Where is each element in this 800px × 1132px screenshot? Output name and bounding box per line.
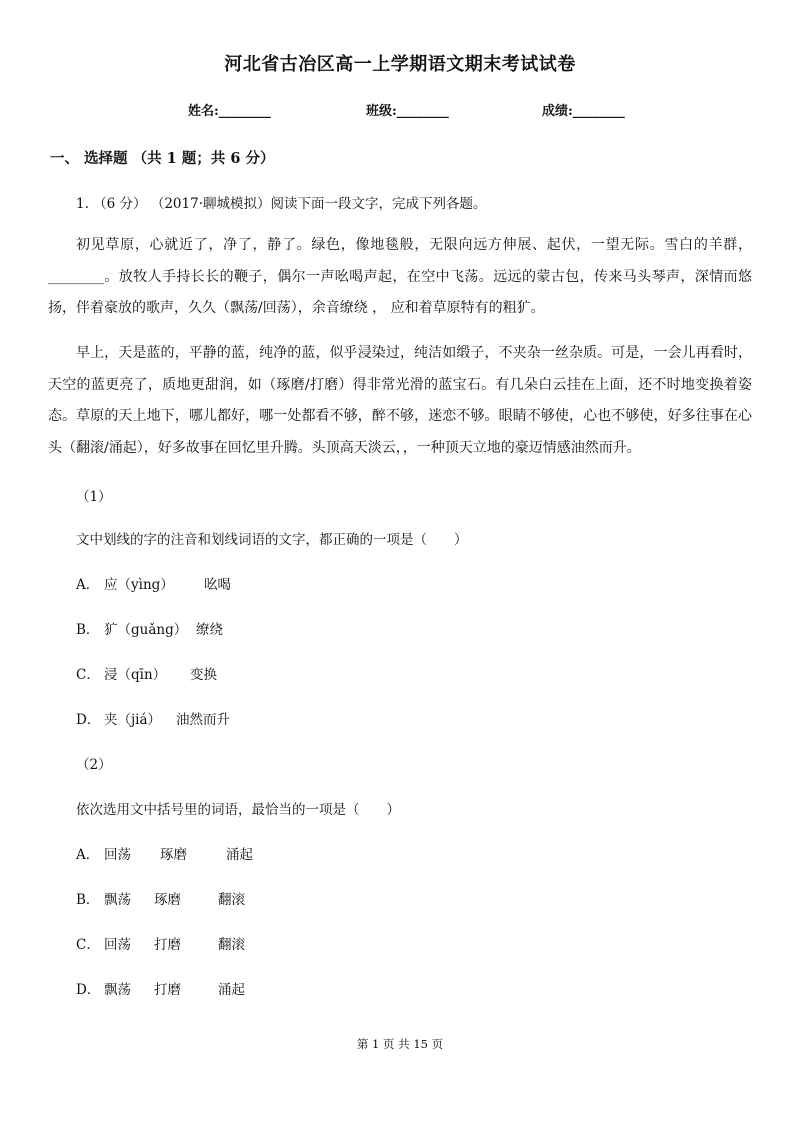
option-word-3: 翻滚 xyxy=(218,937,245,953)
option-item[interactable] xyxy=(76,933,245,953)
student-info-row xyxy=(0,100,800,120)
passage-text-2: 早上，天是蓝的，平静的蓝，纯净的蓝，似乎浸染过，纯洁如缎子，不夹杂一丝杂质。可是，一会儿再看时，天空的蓝更亮了，质地更甜润，如（琢磨/打磨）得非常光滑的蓝宝石。有几朵白云挂在上面，还不时地变换着姿态。草原的天上地下，哪儿都好，哪一处都看不够，醉不够，迷恋不够。眼睛不够使，心也不够使，好多往事在心头（翻滚/涌起），好多故事在回忆里升腾。头顶高天淡云，，一种顶天立地的豪迈情感油然而升。 xyxy=(48,345,752,456)
option-word: 吆喝 xyxy=(204,577,231,593)
option-word: 油然而升 xyxy=(176,712,230,728)
option-letter: D． xyxy=(76,982,101,998)
option-item[interactable] xyxy=(76,663,217,683)
option-item[interactable] xyxy=(76,708,230,728)
option-letter: B． xyxy=(76,622,100,638)
option-pinyin: 应（yìng） xyxy=(104,577,174,593)
option-word-1: 回荡 xyxy=(104,937,131,953)
option-letter: A． xyxy=(76,847,100,863)
score-field: 成绩:________ xyxy=(542,104,625,119)
subquestion-1-stem: 文中划线的字的注音和划线词语的文字，都正确的一项是（ ） xyxy=(76,532,468,548)
name-field: 姓名:________ xyxy=(188,104,271,119)
option-word-1: 飘荡 xyxy=(104,892,131,908)
option-word-3: 涌起 xyxy=(226,847,253,863)
option-pinyin: 犷（guǎng） xyxy=(104,622,188,638)
option-word: 变换 xyxy=(190,667,217,683)
class-field: 班级:________ xyxy=(366,104,449,119)
option-word-2: 琢磨 xyxy=(154,892,181,908)
passage-paragraph-2 xyxy=(48,338,752,464)
subquestion-2-number: （2） xyxy=(76,757,112,773)
option-word-3: 涌起 xyxy=(218,982,245,998)
option-pinyin: 浸（qīn） xyxy=(104,667,167,683)
option-letter: D． xyxy=(76,712,101,728)
option-word-2: 琢磨 xyxy=(160,847,187,863)
option-item[interactable] xyxy=(76,978,245,998)
option-word-1: 飘荡 xyxy=(104,982,131,998)
option-item[interactable] xyxy=(76,843,253,863)
option-word-1: 回荡 xyxy=(104,847,131,863)
option-letter: B． xyxy=(76,892,100,908)
option-item[interactable] xyxy=(76,573,231,593)
passage-text-1: 初见草原，心就近了，净了，静了。绿色，像地毯般，无限向远方伸展、起伏，一望无际。雪白的羊群，________。放牧人手持长长的鞭子，偶尔一声吆喝声起，在空中飞荡。远远的蒙古包，传来马头琴声，深情而悠扬，伴着豪放的歌声，久久（飘荡/回荡），余音缭绕 ， 应和着草原特有的粗犷。 xyxy=(48,237,752,316)
option-letter: C． xyxy=(76,667,100,683)
option-word: 缭绕 xyxy=(196,622,223,638)
page-footer: 第 1 页 共 15 页 xyxy=(356,1037,444,1051)
option-item[interactable] xyxy=(76,888,245,908)
section-heading: 一、 选择题 （共 1 题；共 6 分） xyxy=(50,150,275,167)
question-header: 1. （6 分） （2017·聊城模拟）阅读下面一段文字，完成下列各题。 xyxy=(76,196,487,212)
option-pinyin: 夹（jiá） xyxy=(104,712,162,728)
page-title: 河北省古冶区高一上学期语文期末考试试卷 xyxy=(224,54,576,75)
subquestion-1-number: （1） xyxy=(76,489,112,505)
subquestion-2-stem: 依次选用文中括号里的词语，最恰当的一项是（ ） xyxy=(76,802,400,818)
passage-paragraph-1 xyxy=(48,230,752,325)
option-letter: C． xyxy=(76,937,100,953)
option-letter: A． xyxy=(76,577,100,593)
option-item[interactable] xyxy=(76,618,223,638)
option-word-2: 打磨 xyxy=(154,982,181,998)
option-word-3: 翻滚 xyxy=(218,892,245,908)
option-word-2: 打磨 xyxy=(154,937,181,953)
